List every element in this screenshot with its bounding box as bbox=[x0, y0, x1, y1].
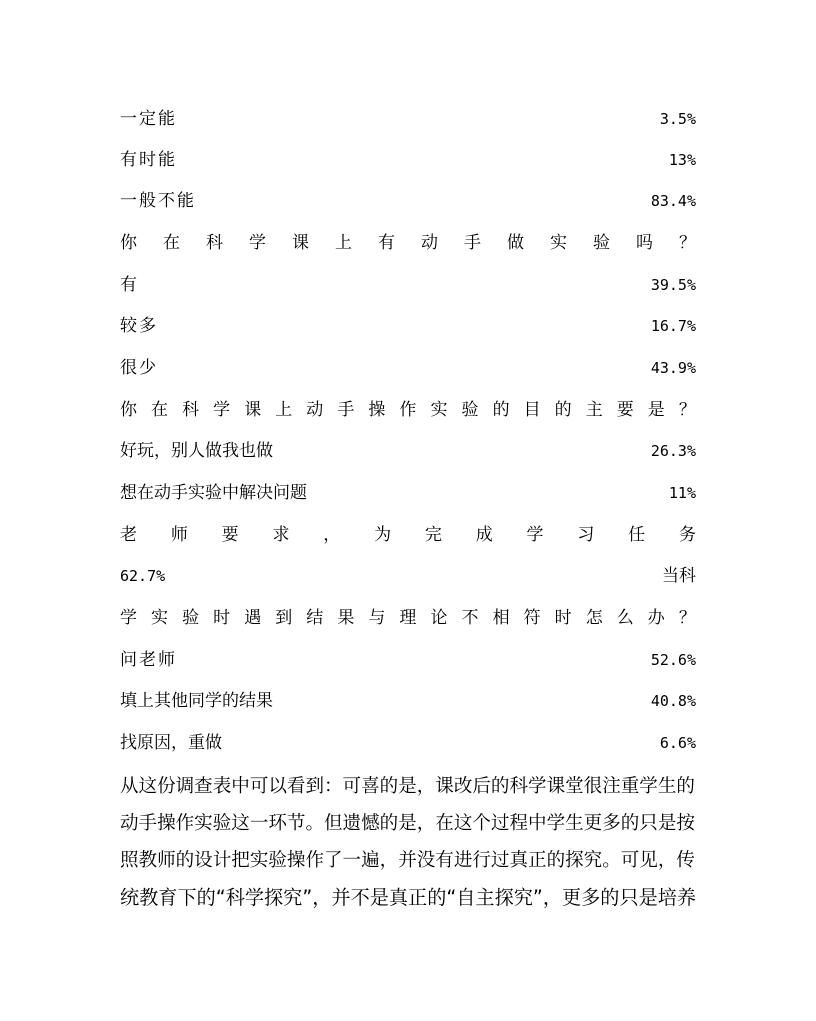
justified-char: 实 bbox=[550, 233, 567, 253]
survey-option-row bbox=[120, 105, 696, 133]
justified-char: 上 bbox=[275, 400, 293, 420]
justified-char: ？ bbox=[678, 400, 696, 420]
survey-question bbox=[120, 229, 696, 257]
justified-char: 成 bbox=[475, 525, 493, 545]
survey-option-row bbox=[120, 187, 696, 215]
survey-option-row bbox=[120, 146, 696, 174]
justified-char: 办 bbox=[647, 608, 665, 628]
option-label: 有 bbox=[120, 275, 139, 295]
justified-char: 目 bbox=[523, 400, 541, 420]
option-label: 一般不能 bbox=[120, 191, 196, 211]
option-label: 找原因，重做 bbox=[120, 733, 222, 753]
question-start: 当科 bbox=[662, 566, 696, 586]
justified-char: 学 bbox=[213, 400, 231, 420]
justified-char: ？ bbox=[678, 608, 696, 628]
justified-char: ？ bbox=[679, 233, 696, 253]
survey-option-row bbox=[120, 646, 696, 674]
option-label: 较多 bbox=[120, 316, 158, 336]
justified-char: 科 bbox=[182, 400, 200, 420]
justified-char: 是 bbox=[647, 400, 665, 420]
survey-option-row bbox=[120, 437, 696, 465]
option-percent: 11% bbox=[668, 484, 696, 502]
body-paragraph-line: 动手操作实验这一环节。但遗憾的是，在这个过程中学生更多的只是按 bbox=[120, 813, 695, 834]
option-percent: 13% bbox=[668, 151, 696, 169]
justified-char: 作 bbox=[399, 400, 417, 420]
option-label: 一定能 bbox=[120, 109, 177, 129]
justified-char: 时 bbox=[213, 608, 231, 628]
option-percent: 26.3% bbox=[650, 442, 696, 460]
option-percent: 39.5% bbox=[650, 276, 696, 294]
option-percent: 16.7% bbox=[650, 317, 696, 335]
option-percent: 6.6% bbox=[659, 734, 696, 752]
justified-char: 上 bbox=[335, 233, 352, 253]
justified-char: 要 bbox=[221, 525, 239, 545]
justified-char: 到 bbox=[275, 608, 293, 628]
option-label: 问老师 bbox=[120, 650, 177, 670]
justified-char: 验 bbox=[182, 608, 200, 628]
justified-char: 手 bbox=[337, 400, 355, 420]
justified-char: ， bbox=[323, 525, 341, 545]
justified-char: 不 bbox=[461, 608, 479, 628]
option-label: 有时能 bbox=[120, 150, 177, 170]
survey-option-row bbox=[120, 687, 696, 715]
justified-char: 课 bbox=[292, 233, 309, 253]
justified-char: 主 bbox=[585, 400, 603, 420]
justified-char: 务 bbox=[678, 525, 696, 545]
survey-question bbox=[120, 604, 696, 632]
justified-char: 的 bbox=[492, 400, 510, 420]
justified-char: 动 bbox=[421, 233, 438, 253]
justified-char: 要 bbox=[616, 400, 634, 420]
justified-char: 完 bbox=[424, 525, 442, 545]
justified-char: 习 bbox=[577, 525, 595, 545]
justified-char: 实 bbox=[151, 608, 169, 628]
option-percent: 40.8% bbox=[650, 692, 696, 710]
survey-option-row bbox=[120, 562, 696, 590]
survey-question bbox=[120, 396, 696, 424]
option-label: 填上其他同学的结果 bbox=[120, 691, 273, 711]
justified-char: 吗 bbox=[636, 233, 653, 253]
option-percent: 43.9% bbox=[650, 359, 696, 377]
justified-char: 做 bbox=[507, 233, 524, 253]
justified-char: 验 bbox=[593, 233, 610, 253]
justified-char: 有 bbox=[378, 233, 395, 253]
justified-char: 符 bbox=[523, 608, 541, 628]
justified-char: 课 bbox=[244, 400, 262, 420]
justified-char: 师 bbox=[170, 525, 188, 545]
document-page bbox=[120, 0, 696, 1021]
option-label: 想在动手实验中解决问题 bbox=[120, 483, 307, 503]
justified-char: 么 bbox=[616, 608, 634, 628]
justified-char: 操 bbox=[368, 400, 386, 420]
body-paragraph-line: 照教师的设计把实验操作了一遍，并没有进行过真正的探究。可见，传 bbox=[120, 850, 695, 871]
option-percent: 83.4% bbox=[650, 192, 696, 210]
justified-char: 为 bbox=[374, 525, 392, 545]
justified-char: 学 bbox=[120, 608, 137, 628]
justified-char: 老 bbox=[120, 525, 137, 545]
survey-option-row bbox=[120, 729, 696, 757]
justified-char: 在 bbox=[163, 233, 180, 253]
justified-char: 学 bbox=[526, 525, 544, 545]
justified-char: 论 bbox=[430, 608, 448, 628]
justified-char: 求 bbox=[272, 525, 290, 545]
option-percent: 52.6% bbox=[650, 651, 696, 669]
justified-char: 与 bbox=[368, 608, 386, 628]
justified-char: 实 bbox=[430, 400, 448, 420]
option-percent: 3.5% bbox=[659, 110, 696, 128]
body-paragraph-line: 统教育下的“科学探究”，并不是真正的“自主探究”，更多的只是培养 bbox=[120, 886, 697, 909]
survey-option-label-justified bbox=[120, 521, 696, 549]
justified-char: 在 bbox=[151, 400, 169, 420]
option-label: 好玩，别人做我也做 bbox=[120, 441, 273, 461]
justified-char: 的 bbox=[554, 400, 572, 420]
survey-option-row bbox=[120, 271, 696, 299]
justified-char: 遇 bbox=[244, 608, 262, 628]
justified-char: 科 bbox=[206, 233, 223, 253]
survey-option-row bbox=[120, 479, 696, 507]
justified-char: 怎 bbox=[585, 608, 603, 628]
survey-option-row bbox=[120, 312, 696, 340]
justified-char: 手 bbox=[464, 233, 481, 253]
justified-char: 时 bbox=[554, 608, 572, 628]
justified-char: 动 bbox=[306, 400, 324, 420]
justified-char: 相 bbox=[492, 608, 510, 628]
justified-char: 结 bbox=[306, 608, 324, 628]
survey-option-row bbox=[120, 354, 696, 382]
justified-char: 你 bbox=[120, 233, 137, 253]
option-percent: 62.7% bbox=[120, 567, 166, 585]
justified-char: 理 bbox=[399, 608, 417, 628]
justified-char: 任 bbox=[628, 525, 646, 545]
body-paragraph-line: 从这份调查表中可以看到：可喜的是，课改后的科学课堂很注重学生的 bbox=[120, 776, 695, 797]
justified-char: 果 bbox=[337, 608, 355, 628]
justified-char: 学 bbox=[249, 233, 266, 253]
justified-char: 你 bbox=[120, 400, 137, 420]
justified-char: 验 bbox=[461, 400, 479, 420]
option-label: 很少 bbox=[120, 358, 158, 378]
